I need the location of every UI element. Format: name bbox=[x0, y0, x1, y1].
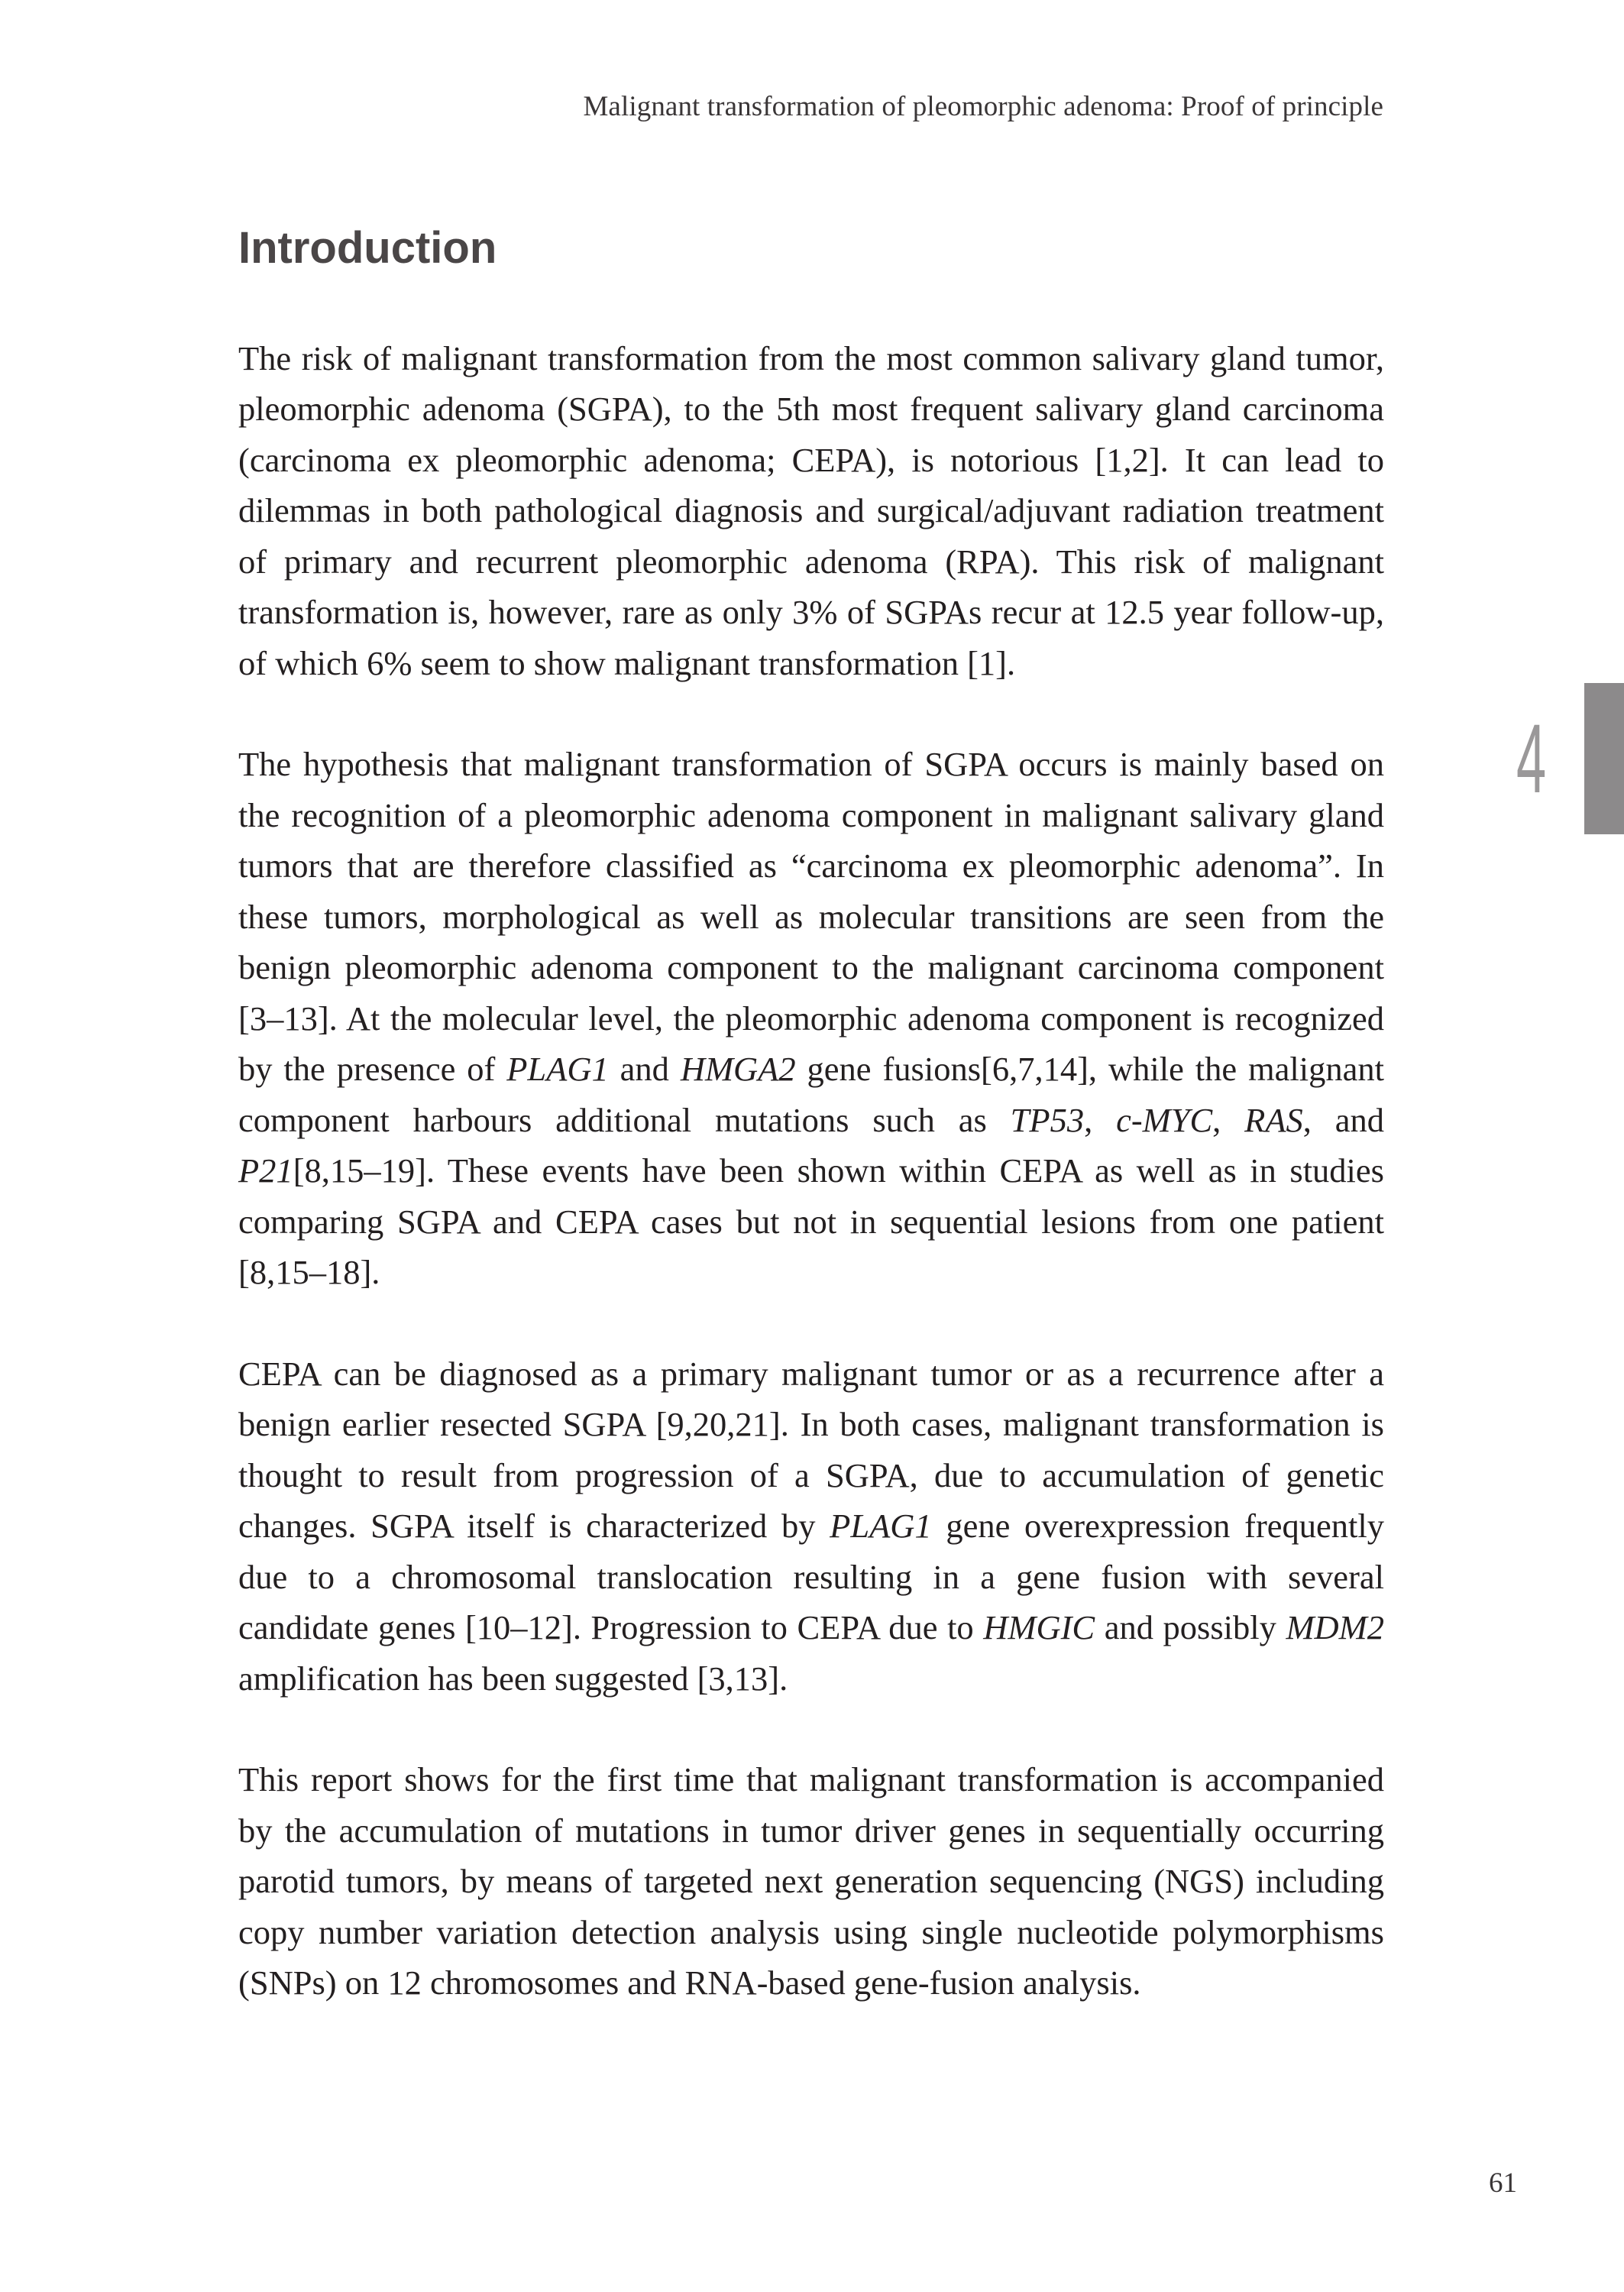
text-run: and possibly bbox=[1095, 1608, 1286, 1647]
text-run: The hypothesis that malignant transformation of SGPA occurs is mainly based on the recognition of a pleomorphic adenoma component in malignant salivary gland tumors that are therefore classified as “carcinoma ex pleomorphic adenoma”. In these tumors, morphological as well as molecular transitions are seen from the benign pleomorphic adenoma component to the malignant carcinoma component [3–13]. At the molecular level, the pleomorphic adenoma component is recognized by the presence of bbox=[238, 745, 1384, 1089]
text-run: , bbox=[1212, 1100, 1245, 1139]
text-run: , and bbox=[1302, 1100, 1385, 1139]
text-run: [8,15–19]. These events have been shown within CEPA as well as in studies comparing SGPA and CEPA cases but not in sequential lesions from one patient [8,15–18]. bbox=[238, 1151, 1384, 1292]
paragraph-2 bbox=[238, 739, 1384, 1298]
gene-name: MDM2 bbox=[1286, 1608, 1384, 1647]
text-run: and bbox=[608, 1050, 681, 1089]
gene-name: c-MYC bbox=[1116, 1100, 1213, 1139]
text-run: gene fusions[6,7,14], while the malignant component harbours additional mutations such as bbox=[238, 1050, 1384, 1139]
text-run: gene overexpression frequently due to a chromosomal translocation resulting in a gene fusion with several candidate genes [10–12]. Progression to CEPA due to bbox=[238, 1507, 1384, 1647]
gene-name: RAS bbox=[1244, 1100, 1303, 1139]
page-number: 61 bbox=[1489, 2167, 1517, 2199]
gene-name: HMGA2 bbox=[680, 1050, 796, 1089]
paragraph-1: The risk of malignant transformation from the most common salivary gland tumor, pleomorphic adenoma (SGPA), to the 5th most frequent salivary gland carcinoma (carcinoma ex pleomorphic adenoma; CEPA), is notorious [1,2]. It can lead to dilemmas in both pathological diagnosis and surgical/adjuvant radiation treatment of primary and recurrent pleomorphic adenoma (RPA). This risk of malignant transformation is, however, rare as only 3% of SGPAs recur at 12.5 year follow-up, of which 6% seem to show malignant transformation [1]. bbox=[238, 338, 1384, 682]
text-run: CEPA can be diagnosed as a primary malignant tumor or as a recurrence after a benign earlier resected SGPA [9,20,21]. In both cases, malignant transformation is thought to result from progression of a SGPA, due to accumulation of genetic changes. SGPA itself is characterized by bbox=[238, 1354, 1384, 1546]
chapter-tab bbox=[1584, 683, 1624, 834]
text-run: amplification has been suggested [3,13]. bbox=[238, 1659, 788, 1698]
gene-name: P21 bbox=[238, 1151, 293, 1190]
section-title: Introduction bbox=[238, 223, 497, 273]
paragraph-3 bbox=[238, 1348, 1384, 1704]
running-header: Malignant transformation of pleomorphic adenoma: Proof of principle bbox=[583, 91, 1383, 122]
text-run: , bbox=[1084, 1100, 1117, 1139]
gene-name: TP53 bbox=[1010, 1100, 1085, 1139]
paragraph-4: This report shows for the first time that malignant transformation is accompanied by the accumulation of mutations in tumor driver genes in sequentially occurring parotid tumors, by means of targeted next generation sequencing (NGS) including copy number variation detection analysis using single nucleotide polymorphisms (SNPs) on 12 chromosomes and RNA-based gene-fusion analysis. bbox=[238, 1760, 1384, 2002]
gene-name: PLAG1 bbox=[830, 1507, 932, 1546]
gene-name: HMGIC bbox=[983, 1608, 1095, 1647]
gene-name: PLAG1 bbox=[506, 1050, 609, 1089]
chapter-number: 4 bbox=[1516, 704, 1547, 814]
main-content bbox=[238, 222, 1384, 2059]
